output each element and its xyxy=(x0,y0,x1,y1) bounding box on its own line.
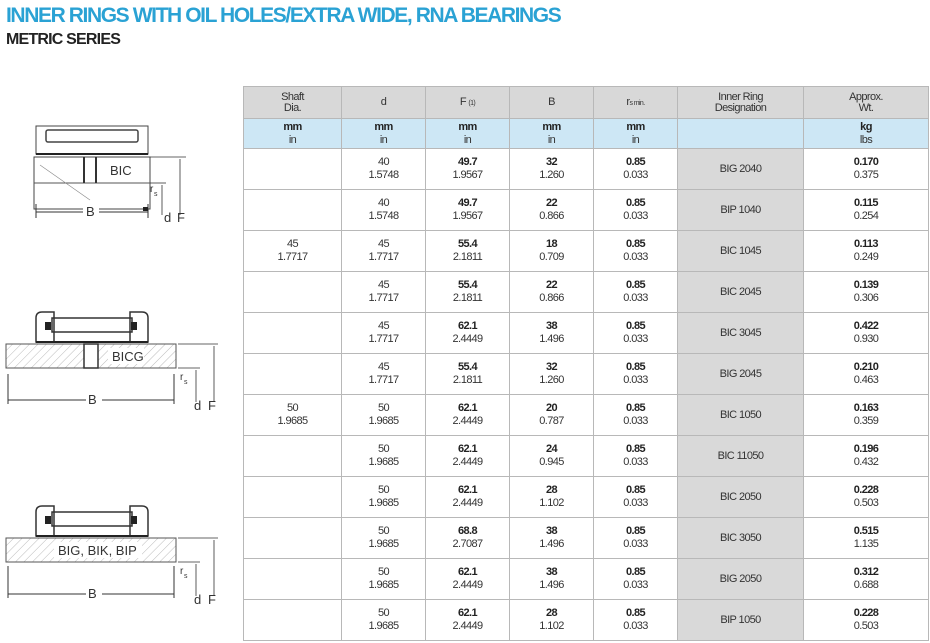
cell-f: 49.7 1.9567 xyxy=(426,149,510,190)
cell-d: 50 1.9685 xyxy=(342,600,426,641)
units-designation xyxy=(678,119,804,149)
table-row xyxy=(244,559,929,600)
cell-shaft-dia xyxy=(244,313,342,354)
cell-d: 50 1.9685 xyxy=(342,518,426,559)
cell-b: 24 0.945 xyxy=(510,436,594,477)
cell-d: 40 1.5748 xyxy=(342,190,426,231)
diagram-big-b-label: B xyxy=(88,586,97,601)
table-row xyxy=(244,477,929,518)
table-row xyxy=(244,190,929,231)
table-row xyxy=(244,395,929,436)
cell-f: 55.4 2.1811 xyxy=(426,354,510,395)
cell-f: 68.8 2.7087 xyxy=(426,518,510,559)
cell-designation: BIP 1040 xyxy=(678,190,804,231)
cell-d: 45 1.7717 xyxy=(342,313,426,354)
page-subtitle: METRIC SERIES xyxy=(6,31,121,48)
cell-f: 49.7 1.9567 xyxy=(426,190,510,231)
header-designation: Inner Ring Designation xyxy=(678,87,804,119)
cell-designation: BIG 2045 xyxy=(678,354,804,395)
table-row xyxy=(244,231,929,272)
cell-d: 50 1.9685 xyxy=(342,559,426,600)
page-title: INNER RINGS WITH OIL HOLES/EXTRA WIDE, RNA BEARINGS xyxy=(6,4,561,27)
cell-f: 55.4 2.1811 xyxy=(426,231,510,272)
header-weight: Approx. Wt. xyxy=(804,87,929,119)
cell-rs: 0.85 0.033 xyxy=(594,149,678,190)
units-weight: kg lbs xyxy=(804,119,929,149)
cell-designation: BIG 2050 xyxy=(678,559,804,600)
diagram-bic xyxy=(34,126,186,225)
cell-d: 45 1.7717 xyxy=(342,231,426,272)
table-row xyxy=(244,313,929,354)
cell-weight: 0.115 0.254 xyxy=(804,190,929,231)
cell-shaft-dia xyxy=(244,272,342,313)
cell-shaft-dia xyxy=(244,559,342,600)
cell-f: 55.4 2.1811 xyxy=(426,272,510,313)
cell-b: 28 1.102 xyxy=(510,477,594,518)
roller-cage-shape xyxy=(46,130,138,142)
diagram-bicg-label: BICG xyxy=(112,349,144,364)
cell-f: 62.1 2.4449 xyxy=(426,436,510,477)
units-rs: mm in xyxy=(594,119,678,149)
header-row xyxy=(244,87,929,119)
units-b: mm in xyxy=(510,119,594,149)
cell-rs: 0.85 0.033 xyxy=(594,477,678,518)
cell-f: 62.1 2.4449 xyxy=(426,559,510,600)
cell-shaft-dia: 50 1.9685 xyxy=(244,395,342,436)
table-row xyxy=(244,149,929,190)
cell-designation: BIC 1050 xyxy=(678,395,804,436)
header-shaft: Shaft Dia. xyxy=(244,87,342,119)
cell-b: 38 1.496 xyxy=(510,559,594,600)
cell-rs: 0.85 0.033 xyxy=(594,354,678,395)
cell-designation: BIP 1050 xyxy=(678,600,804,641)
units-row xyxy=(244,119,929,149)
cell-rs: 0.85 0.033 xyxy=(594,518,678,559)
cell-b: 22 0.866 xyxy=(510,190,594,231)
svg-text:s: s xyxy=(154,191,158,198)
cell-b: 18 0.709 xyxy=(510,231,594,272)
cell-rs: 0.85 0.033 xyxy=(594,231,678,272)
diagram-bicg-d-label: d xyxy=(194,398,202,413)
cell-rs: 0.85 0.033 xyxy=(594,272,678,313)
diagram-bicg xyxy=(6,312,218,413)
cell-weight: 0.228 0.503 xyxy=(804,600,929,641)
cell-designation: BIC 1045 xyxy=(678,231,804,272)
diagram-big-d-label: d xyxy=(194,592,202,607)
cell-designation: BIC 3050 xyxy=(678,518,804,559)
diagram-bicg-rs-label: r xyxy=(180,372,184,383)
cell-shaft-dia xyxy=(244,190,342,231)
cell-designation: BIG 2040 xyxy=(678,149,804,190)
cell-shaft-dia xyxy=(244,600,342,641)
cell-rs: 0.85 0.033 xyxy=(594,190,678,231)
cell-weight: 0.228 0.503 xyxy=(804,477,929,518)
cell-b: 28 1.102 xyxy=(510,600,594,641)
cell-shaft-dia xyxy=(244,149,342,190)
cell-d: 40 1.5748 xyxy=(342,149,426,190)
cell-weight: 0.170 0.375 xyxy=(804,149,929,190)
cell-b: 38 1.496 xyxy=(510,313,594,354)
diagram-bicg-f-label: F xyxy=(208,398,216,413)
header-f: F (1) xyxy=(426,87,510,119)
cell-shaft-dia: 45 1.7717 xyxy=(244,231,342,272)
table-row xyxy=(244,272,929,313)
diagram-big-rs-label: r xyxy=(180,566,184,577)
header-b: B xyxy=(510,87,594,119)
cell-b: 38 1.496 xyxy=(510,518,594,559)
cell-weight: 0.139 0.306 xyxy=(804,272,929,313)
diagram-bic-label: BIC xyxy=(110,163,132,178)
cell-b: 20 0.787 xyxy=(510,395,594,436)
table-row xyxy=(244,600,929,641)
diagram-big-f-label: F xyxy=(208,592,216,607)
cell-shaft-dia xyxy=(244,436,342,477)
svg-text:s: s xyxy=(184,379,188,386)
cell-d: 50 1.9685 xyxy=(342,477,426,518)
cell-weight: 0.113 0.249 xyxy=(804,231,929,272)
table-row xyxy=(244,354,929,395)
cell-rs: 0.85 0.033 xyxy=(594,436,678,477)
diagram-bic-rs-label: r xyxy=(150,184,154,195)
cell-weight: 0.163 0.359 xyxy=(804,395,929,436)
diagram-big-bik-bip xyxy=(6,506,218,607)
cell-f: 62.1 2.4449 xyxy=(426,395,510,436)
cell-rs: 0.85 0.033 xyxy=(594,313,678,354)
cell-d: 45 1.7717 xyxy=(342,354,426,395)
cell-b: 32 1.260 xyxy=(510,354,594,395)
bearing-diagrams xyxy=(0,80,240,643)
spec-table xyxy=(243,86,929,641)
cell-d: 50 1.9685 xyxy=(342,395,426,436)
svg-text:s: s xyxy=(184,573,188,580)
diagram-big-label: BIG, BIK, BIP xyxy=(58,543,137,558)
cell-weight: 0.210 0.463 xyxy=(804,354,929,395)
cell-weight: 0.515 1.135 xyxy=(804,518,929,559)
cell-weight: 0.312 0.688 xyxy=(804,559,929,600)
cell-d: 50 1.9685 xyxy=(342,436,426,477)
cell-rs: 0.85 0.033 xyxy=(594,559,678,600)
cell-weight: 0.422 0.930 xyxy=(804,313,929,354)
units-f: mm in xyxy=(426,119,510,149)
cell-shaft-dia xyxy=(244,518,342,559)
diagram-bic-b-label: B xyxy=(86,204,95,219)
cell-f: 62.1 2.4449 xyxy=(426,477,510,518)
cell-designation: BIC 11050 xyxy=(678,436,804,477)
table-row xyxy=(244,436,929,477)
cell-shaft-dia xyxy=(244,477,342,518)
table-row xyxy=(244,518,929,559)
header-rs: rs min. xyxy=(594,87,678,119)
cell-weight: 0.196 0.432 xyxy=(804,436,929,477)
cell-rs: 0.85 0.033 xyxy=(594,395,678,436)
diagram-bic-d-label: d xyxy=(164,210,172,225)
cell-d: 45 1.7717 xyxy=(342,272,426,313)
diagram-bicg-b-label: B xyxy=(88,392,97,407)
units-d: mm in xyxy=(342,119,426,149)
cell-b: 32 1.260 xyxy=(510,149,594,190)
cell-f: 62.1 2.4449 xyxy=(426,313,510,354)
cell-designation: BIC 3045 xyxy=(678,313,804,354)
cell-f: 62.1 2.4449 xyxy=(426,600,510,641)
cell-designation: BIC 2045 xyxy=(678,272,804,313)
cell-rs: 0.85 0.033 xyxy=(594,600,678,641)
diagram-bic-f-label: F xyxy=(177,210,185,225)
cell-shaft-dia xyxy=(244,354,342,395)
cell-designation: BIC 2050 xyxy=(678,477,804,518)
units-shaft: mm in xyxy=(244,119,342,149)
header-d: d xyxy=(342,87,426,119)
cell-b: 22 0.866 xyxy=(510,272,594,313)
